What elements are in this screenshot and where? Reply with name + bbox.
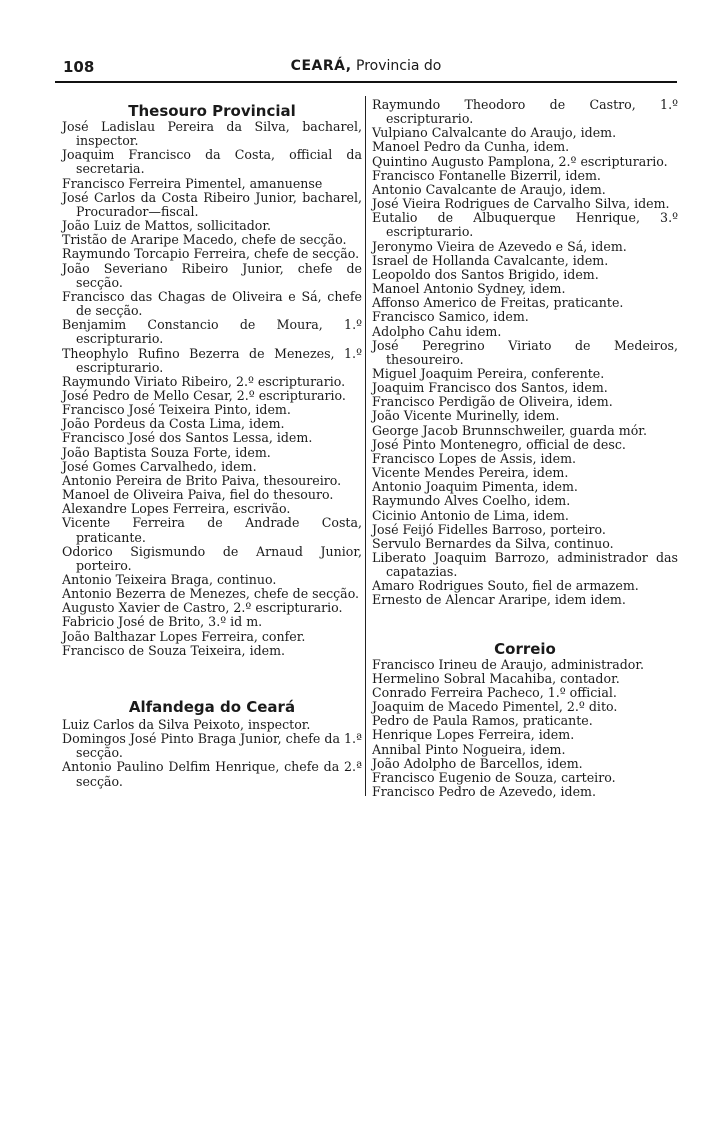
list-item: Joaquim de Macedo Pimentel, 2.º dito.: [372, 699, 618, 715]
list-item: Joaquim Francisco dos Santos, idem.: [372, 380, 608, 396]
list-item: George Jacob Brunnschweiler, guarda mór.: [372, 422, 647, 438]
list-item: Francisco de Souza Teixeira, idem.: [62, 642, 286, 658]
header-rule: [55, 81, 677, 83]
section-heading-correio: Correio: [494, 639, 556, 658]
list-item: Hermelino Sobral Macahiba, contador.: [372, 670, 620, 686]
right-column: [372, 98, 678, 799]
column-divider: [365, 96, 366, 796]
list-item: Quintino Augusto Pamplona, 2.º escripturario.: [372, 153, 668, 169]
list-item: Luiz Carlos da Silva Peixoto, inspector.: [62, 716, 311, 732]
list-item: João Severiano Ribeiro Junior, chefe de secção.: [62, 260, 362, 290]
list-item: Francisco Pedro de Azevedo, idem.: [372, 784, 596, 800]
list-item: Francisco José dos Santos Lessa, idem.: [62, 430, 313, 446]
list-item: Leopoldo dos Santos Brigido, idem.: [372, 266, 599, 282]
list-item: José Gomes Carvalhedo, idem.: [62, 458, 257, 474]
list-item: Antonio Paulino Delfim Henrique, chefe da 2.ª secção.: [62, 759, 362, 789]
list-item: Augusto Xavier de Castro, 2.º escripturario.: [62, 600, 343, 616]
list-item: Amaro Rodrigues Souto, fiel de armazem.: [372, 578, 639, 594]
running-title-bold: CEARÁ,: [290, 58, 352, 74]
list-item: José Vieira Rodrigues de Carvalho Silva, idem.: [372, 196, 670, 212]
list-item: Annibal Pinto Nogueira, idem.: [372, 741, 566, 757]
list-item: Francisco José Teixeira Pinto, idem.: [62, 402, 291, 418]
list-item: Antonio Teixeira Braga, continuo.: [62, 572, 277, 587]
list-item: Eutalio de Albuquerque Henrique, 3.º escripturario.: [372, 210, 678, 240]
list-item: João Luiz de Mattos, sollicitador.: [62, 218, 272, 234]
alfandega-entries: [62, 718, 362, 789]
section-heading-alfandega: Alfandega do Ceará: [128, 697, 296, 716]
list-item: Alexandre Lopes Ferreira, escrivão.: [62, 501, 291, 517]
list-item: Odorico Sigismundo de Arnaud Junior, porteiro.: [62, 543, 362, 573]
list-item: Antonio Cavalcante de Araujo, idem.: [372, 181, 606, 197]
left-column: [62, 98, 362, 789]
list-item: José Pinto Montenegro, official de desc.: [372, 436, 626, 452]
list-item: Miguel Joaquim Pereira, conferente.: [372, 365, 605, 381]
list-item: Raymundo Viriato Ribeiro, 2.º escripturario.: [62, 373, 346, 389]
list-item: José Feijó Fidelles Barroso, porteiro.: [372, 521, 606, 537]
list-item: Pedro de Paula Ramos, praticante.: [372, 713, 593, 729]
list-item: João Balthazar Lopes Ferreira, confer.: [62, 628, 306, 644]
list-item: João Baptista Souza Forte, idem.: [62, 444, 271, 460]
list-item: Francisco Eugenio de Souza, carteiro.: [372, 769, 616, 785]
list-item: Francisco Lopes de Assis, idem.: [372, 450, 577, 466]
list-item: Affonso Americo de Freitas, praticante.: [372, 295, 624, 311]
list-item: Francisco Ferreira Pimentel, amanuense: [62, 175, 323, 191]
list-item: Francisco Irineu de Araujo, administrador.: [372, 656, 645, 672]
list-item: Francisco Perdigão de Oliveira, idem.: [372, 394, 613, 410]
list-item: Manoel Antonio Sydney, idem.: [372, 281, 566, 297]
list-item: Domingos José Pinto Braga Junior, chefe da 1.ª secção.: [62, 731, 362, 761]
list-item: Vicente Ferreira de Andrade Costa, praticante.: [62, 515, 362, 545]
list-item: Tristão de Araripe Macedo, chefe de secção.: [62, 232, 347, 248]
list-item: Manoel de Oliveira Paiva, fiel do thesouro.: [62, 487, 334, 503]
list-item: João Adolpho de Barcellos, idem.: [372, 755, 583, 771]
list-item: Francisco das Chagas de Oliveira e Sá, chefe de secção.: [62, 288, 362, 319]
list-item: José Pedro de Mello Cesar, 2.º escripturario.: [62, 387, 346, 403]
list-item: José Carlos da Costa Ribeiro Junior, bacharel, Procurador—fiscal.: [62, 189, 362, 219]
list-item: Cicinio Antonio de Lima, idem.: [372, 507, 569, 523]
list-item: Vicente Mendes Pereira, idem.: [372, 465, 569, 481]
list-item: Raymundo Torcapio Ferreira, chefe de secção.: [62, 246, 360, 262]
list-item: Ernesto de Alencar Araripe, idem idem.: [372, 592, 626, 608]
list-item: Raymundo Theodoro de Castro, 1.º escripturario.: [372, 97, 678, 127]
list-item: Servulo Bernardes da Silva, continuo.: [372, 535, 614, 551]
list-item: Adolpho Cahu idem.: [372, 323, 502, 339]
list-item: Theophylo Rufino Bezerra de Menezes, 1.º escripturario.: [62, 345, 362, 375]
list-item: João Vicente Murinelly, idem.: [372, 408, 560, 424]
alfandega-continued-entries: [372, 98, 678, 608]
list-item: Manoel Pedro da Cunha, idem.: [372, 139, 570, 155]
running-title-rest: Provincia do: [356, 58, 442, 74]
list-item: Fabricio José de Brito, 3.º id m.: [62, 614, 263, 630]
list-item: José Ladislau Pereira da Silva, bacharel, inspector.: [62, 119, 362, 149]
list-item: Francisco Samico, idem.: [372, 309, 529, 325]
list-item: João Pordeus da Costa Lima, idem.: [62, 416, 285, 432]
list-item: Liberato Joaquim Barrozo, administrador das capatazias.: [372, 550, 678, 580]
page-number: 108: [63, 58, 95, 76]
list-item: Conrado Ferreira Pacheco, 1.º official.: [372, 684, 617, 700]
list-item: José Peregrino Viriato de Medeiros, thesoureiro.: [372, 337, 678, 367]
list-item: Raymundo Alves Coelho, idem.: [372, 493, 571, 509]
list-item: Jeronymo Vieira de Azevedo e Sá, idem.: [372, 238, 627, 254]
thesouro-entries: [62, 120, 362, 658]
list-item: Antonio Joaquim Pimenta, idem.: [372, 479, 578, 495]
list-item: Joaquim Francisco da Costa, official da secretaria.: [62, 147, 362, 177]
list-item: Israel de Hollanda Cavalcante, idem.: [372, 252, 609, 268]
list-item: Vulpiano Calvalcante do Araujo, idem.: [372, 125, 617, 141]
page-header: [55, 58, 677, 82]
list-item: Benjamim Constancio de Moura, 1.º escripturario.: [62, 317, 362, 347]
section-heading-thesouro: Thesouro Provincial: [128, 102, 296, 120]
list-item: Antonio Pereira de Brito Paiva, thesoureiro.: [62, 472, 342, 488]
list-item: Antonio Bezerra de Menezes, chefe de secção.: [62, 586, 360, 602]
correio-entries: [372, 658, 678, 800]
list-item: Francisco Fontanelle Bizerril, idem.: [372, 167, 601, 183]
running-title: [55, 58, 677, 74]
list-item: Henrique Lopes Ferreira, idem.: [372, 727, 575, 743]
